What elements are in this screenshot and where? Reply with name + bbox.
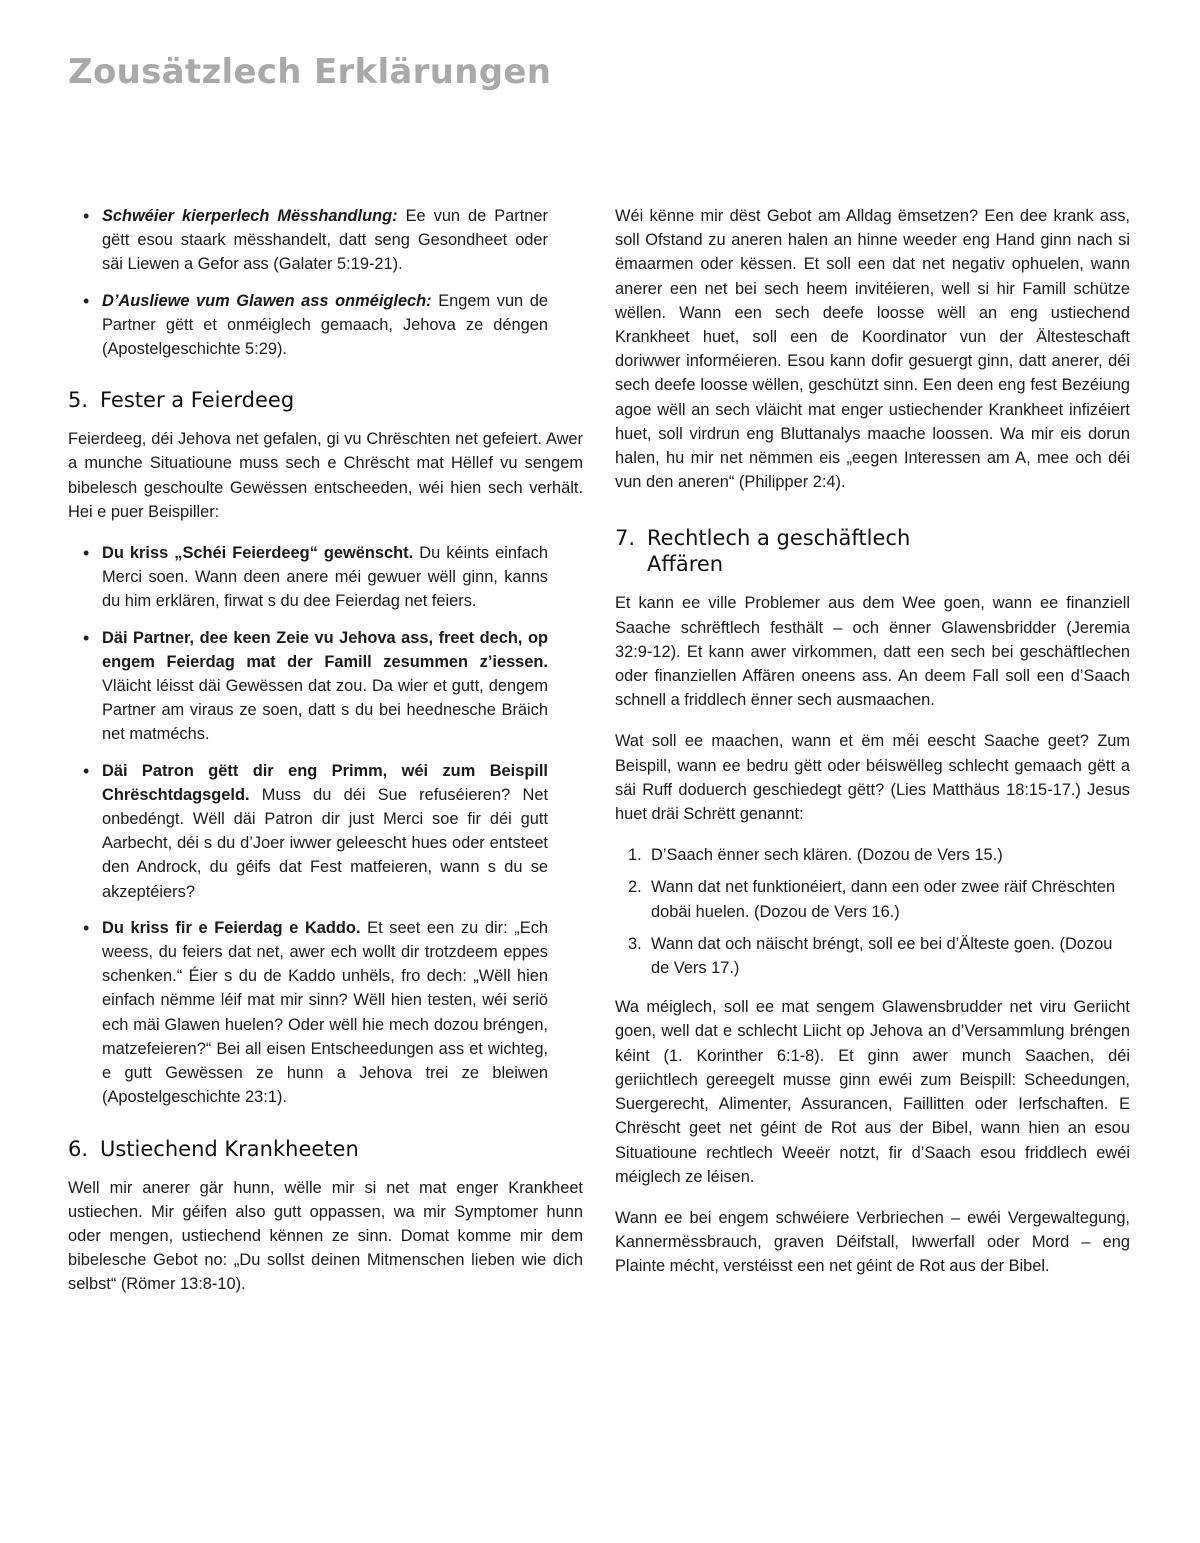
- section-title-line-2: Affären: [647, 552, 724, 577]
- section-title-line-1: Rechtlech a geschäftlech: [647, 526, 911, 551]
- bullet-lead: Schwéier kierperlech Mësshandlung:: [102, 207, 398, 225]
- bullet-lead: Däi Patron gëtt dir eng Primm, wéi zum Beispill Chrëschtdagsgeld.: [102, 761, 548, 804]
- section-5-bullet-list: [68, 541, 583, 1109]
- bullet-text: Ee vun de Partner gëtt esou staark mësshandelt, datt seng Gesondheet oder säi Liewen a Gefor ass (Galater 5:19-21).: [102, 207, 548, 274]
- section-7-paragraph-2: Wat soll ee maachen, wann et ëm méi eescht Saache geet? Zum Beispill, wann ee bedru gëtt oder béiswëlleg schlecht gemaach gëtt a säi Ruff doduerch geschiedegt gëtt? (Lies Matthäus 18:15-17.) Jesus huet dräi Schrëtt genannt:: [615, 732, 1130, 824]
- list-item: [102, 759, 548, 904]
- section-title: Fester a Feierdeeg: [100, 388, 295, 413]
- bullet-lead: Du kriss „Schéi Feierdeeg“ gewënscht.: [102, 544, 414, 563]
- section-6-continuation: Wéi kënne mir dëst Gebot am Alldag ëmsetzen? Een dee krank ass, soll Ofstand zu aneren halen an hinne weeder eng Hand ginn nach si ëmaarmen oder këssen. Et soll een dat net negativ ophuelen, wann anerer een net bei sech heem invitéieren, well si hir Famill schütze wëllen. Wann een sech deefe loosse wëll an eng ustiechend Krankheet huet, soll een de Koordinator vun der Ältesteschaft doriwwer informéieren. Esou kann dofir gesuergt ginn, datt anerer, déi sech deefe loosse wëllen, geschützt sinn. Een deen eng fest Bezéiung agoe wëll an sech vläicht mat enger ustiechender Krankheet infizéiert huet, soll virdrun eng Bluttanalys maache loossen. Wa mir eis dorun halen, hu mir net nëmmen eis „eegen Interessen am A, mee och déi vun den aneren“ (Philipper 2:4).: [615, 207, 1130, 492]
- bullet-text: Du kéints einfach Merci soen. Wann deen anere méi gewuer wëll ginn, kanns du him erklären, firwat s du dee Feierdag net feiers.: [102, 544, 548, 611]
- list-item: [628, 932, 1130, 980]
- step-text: Wann dat och näischt bréngt, soll ee bei d’Älteste goen. (Dozou de Vers 17.): [651, 934, 1113, 978]
- page-title: Zousätzlech Erklärungen: [68, 52, 552, 92]
- section-7-paragraph-3: Wa méiglech, soll ee mat sengem Glawensbrudder net viru Geriicht goen, well dat e schlecht Liicht op Jehova an d’Versammlung bréngen kéint (1. Korinther 6:1-8). Et ginn awer munch Saachen, déi geriichtlech gereegelt musse ginn ewéi zum Beispill: Scheedungen, Suergerecht, Alimenter, Assurancen, Faillitten oder Ierfschaften. E Chrëscht geet net géint de Rot aus der Bibel, wann hien an esou Situatioune rechtlech Weeër notzt, fir d’Saach esou friddlech ewéi méiglech ze léisen.: [615, 998, 1130, 1186]
- list-item: [102, 204, 548, 277]
- section-7-steps: [615, 843, 1130, 980]
- section-title: Ustiechend Krankheeten: [100, 1136, 359, 1161]
- bullet-lead: Däi Partner, dee keen Zeie vu Jehova ass, freet dech, op engem Feierdag mat der Famill zesummen z’iessen.: [102, 628, 548, 671]
- left-column: [68, 204, 583, 1314]
- list-item: [102, 541, 548, 614]
- section-number: 5.: [68, 388, 89, 413]
- step-number: 1.: [628, 846, 642, 865]
- list-item: [102, 289, 548, 362]
- bullet-text: Vläicht léisst däi Gewëssen dat zou. Da wier et gutt, dengem Partner am viraus ze soen, datt s du bei heednesche Bräich net matméchs.: [102, 677, 548, 744]
- section-7-heading: [615, 525, 1130, 577]
- section-number: 6.: [68, 1136, 89, 1161]
- bullet-text: Engem vun de Partner gëtt et onméiglech gemaach, Jehova ze déngen (Apostelgeschichte 5:29).: [102, 291, 548, 359]
- bullet-text: Et seet een zu dir: „Ech weess, du feiers dat net, awer ech wollt dir trotzdeem eppes schenken.“ Éier s du de Kaddo unhëls, fro dech: „Wëll hien einfach nëmme léif mat mir sinn? Wëll hien testen, wéi seriö ech mäi Glawen huelen? Oder wëll hie mech dozou bréngen, matzefeieren?“ Bei all eisen Entscheedungen ass et wichteg, e gutt Gewëssen ze hunn a Jehova trei ze bleiwen (Apostelgeschichte 23:1).: [102, 918, 549, 1107]
- list-item: [102, 626, 548, 747]
- step-text: D’Saach ënner sech klären. (Dozou de Vers 15.): [651, 846, 1003, 865]
- bullet-lead: Du kriss fir e Feierdag e Kaddo.: [102, 918, 361, 937]
- bullet-lead: D’Ausliewe vum Glawen ass onméiglech:: [102, 291, 432, 310]
- bullet-text: Muss du déi Sue refuséieren? Net onbedéngt. Wëll däi Patron dir just Merci soe fir déi gutt Aarbecht, déi s du d’Joer iwwer geleescht hues oder entsteet den Androck, du géifs dat Fest matfeieren, wann s du se akzeptéiers?: [102, 785, 548, 901]
- section-6-paragraph: Well mir anerer gär hunn, wëlle mir si net mat enger Krankheet ustiechen. Mir géifen also gutt oppassen, wa mir Symptomer hunn oder mengen, ustiechend kënnen ze sinn. Domat komme mir dem bibelesche Gebot no: „Du sollst deinen Mitmenschen lieben wie dich selbst“ (Römer 13:8-10).: [68, 1178, 583, 1294]
- section-5-heading: [68, 387, 583, 413]
- step-number: 3.: [628, 934, 642, 953]
- step-text: Wann dat net funktionéiert, dann een oder zwee räif Chrëschten dobäi huelen. (Dozou de Vers 16.): [651, 878, 1116, 921]
- section-5-intro: Feierdeeg, déi Jehova net gefalen, gi vu Chrëschten net gefeiert. Awer a munche Situatioune muss sech e Chrëscht mat Hëllef vu sengem bibelesch geschoulte Gewëssen entscheeden, wéi hien sech verhält. Hei e puer Beispiller:: [68, 430, 583, 521]
- section-6-heading: [68, 1136, 583, 1162]
- list-item: [628, 875, 1130, 923]
- section-7-paragraph-1: Et kann ee ville Problemer aus dem Wee goen, wann ee finanziell Saache schrëftlech festhält – och ënner Glawensbridder (Jeremia 32:9-12). Et kann awer virkommen, datt een sech bei geschäftlechen oder finanziellen Affären oneens ass. An deem Fall soll een d’Saach schnell a friddlech ënner sech ausmaachen.: [615, 594, 1130, 710]
- section-7-paragraph-4: Wann ee bei engem schwéiere Verbriechen – ewéi Vergewaltegung, Kannermëssbrauch, graven Déifstall, Iwwerfall oder Mord – eng Plainte mécht, verstéisst een net géint de Rot aus der Bibel.: [615, 1208, 1130, 1276]
- step-number: 2.: [628, 878, 642, 897]
- right-column: [615, 204, 1130, 1296]
- section-number: 7.: [615, 526, 636, 551]
- top-bullet-list: [68, 204, 583, 361]
- list-item: [628, 843, 1130, 867]
- list-item: [102, 916, 548, 1110]
